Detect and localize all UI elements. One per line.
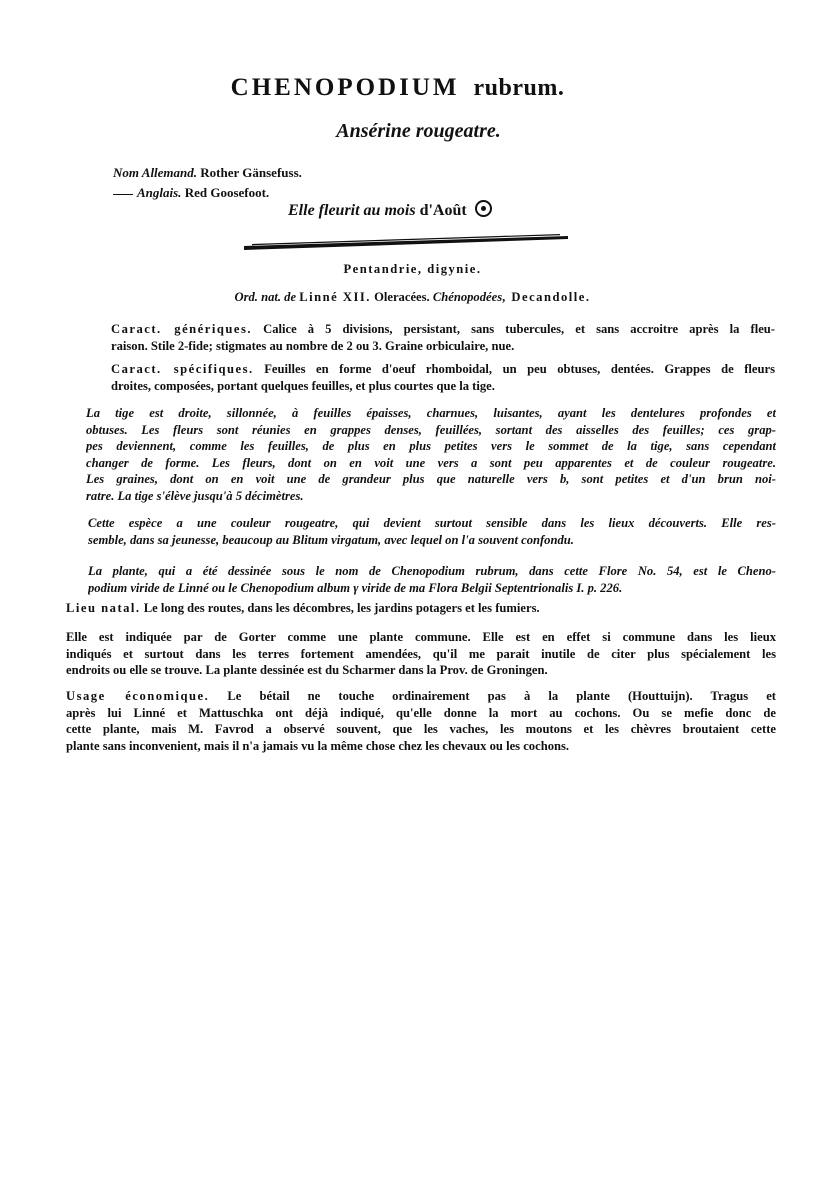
genus-name: CHENOPODIUM — [230, 74, 460, 101]
species-note: Cette espèce a une couleur rougeatre, qui devient surtout sensible dans les lieux découverts. Elle res- semble, dans sa jeunesse, beaucoup au Blitum virgatum, avec lequel on l'a souvent confondu. — [88, 516, 776, 547]
annual-symbol-icon — [475, 200, 492, 217]
species-name: rubrum. — [473, 75, 565, 101]
natural-order: Ord. nat. de Linné XII. Oleracées. Chénopodées, Decandolle. — [234, 290, 591, 304]
specific-label: Caract. spécifiques. — [111, 362, 254, 376]
decorative-rule — [244, 233, 568, 251]
flowering-text: Elle fleurit au mois — [288, 202, 416, 219]
german-label: Nom Allemand. — [113, 165, 198, 180]
generic-characters: Caract. génériques. Calice à 5 divisions, persistant, sans tubercules, et sans accroitre après la fleu- raison. Stile 2-fide; stigmates au nombre de 2 ou 3. Graine orbiculaire, nue. — [111, 322, 775, 353]
description-paragraph: La tige est droite, sillonnée, à feuilles épaisses, charnues, luisantes, ayant les dentelures profondes et obtuses. Les fleurs sont réunies en grappes denses, feuillées, sortant des aisselles des feuilles; ces grap- pes deviennent, comme les feuilles, de plus en plus petites vers le sommet de la tige, sans cependant changer de forme. Les fleurs, dont on en voit une vers a sont peu apparentes et de couleur rougeatre. Les graines, dont on en voit une de grandeur plus que naturelle vers b, sont petites et d'un brun noi- ratre. La tige s'élève jusqu'à 5 décimètres. — [86, 406, 776, 503]
generic-label: Caract. génériques. — [111, 322, 253, 336]
specific-characters: Caract. spécifiques. Feuilles en forme d'oeuf rhomboidal, un peu obtuses, dentées. Grappes de fleurs droites, composées, portant quelques feuilles, et plus courtes que la tige. — [111, 362, 775, 393]
economic-use-paragraph: Usage économique. Le bétail ne touche ordinairement pas à la plante (Houttuijn). Tragus et après lui Linné et Mattuschka ont déjà indiqué, qu'elle donne la mort au cochons. Ou se mefie donc de cette plante, mais M. Favrod a observé souvent, que les vaches, les moutons et les chèvres broutaient cette plante sans inconvenient, mais il n'a jamais vu la même chose chez les chevaux ou les cochons. — [66, 689, 776, 753]
habitat-label: Lieu natal. — [66, 601, 141, 615]
german-name: Rother Gänsefuss. — [200, 165, 302, 180]
vernacular-names — [113, 163, 302, 203]
classification-system: Pentandrie, digynie. — [343, 262, 482, 276]
english-name: Red Goosefoot. — [184, 185, 270, 200]
english-name-row — [113, 183, 302, 203]
flowering-period — [288, 200, 492, 220]
french-name: Ansérine rougeatre. — [336, 120, 501, 142]
ditto-dash — [113, 194, 133, 195]
flowering-month: d'Août — [419, 202, 467, 219]
locality-paragraph: Elle est indiquée par de Gorter comme une plante commune. Elle est en effet si commune dans les lieux indiqués et surtout dans les terres fortement amendées, qu'il me parait inutile de citer plus spécialement les endroits ou elle se trouve. La plante dessinée est du Scharmer dans la Prov. de Groningen. — [66, 630, 776, 677]
usage-label: Usage économique. — [66, 689, 210, 703]
synonymy-note: La plante, qui a été dessinée sous le nom de Chenopodium rubrum, dans cette Flore No. 54, est le Cheno- podium viride de Linné ou le Chenopodium album γ viride de ma Flora Belgii Septentrionalis I. p. 226. — [88, 564, 776, 595]
english-label: Anglais. — [137, 185, 182, 200]
german-name-row — [113, 163, 302, 183]
page-title — [0, 74, 825, 102]
native-habitat: Lieu natal. Le long des routes, dans les décombres, les jardins potagers et les fumiers. — [66, 601, 540, 615]
